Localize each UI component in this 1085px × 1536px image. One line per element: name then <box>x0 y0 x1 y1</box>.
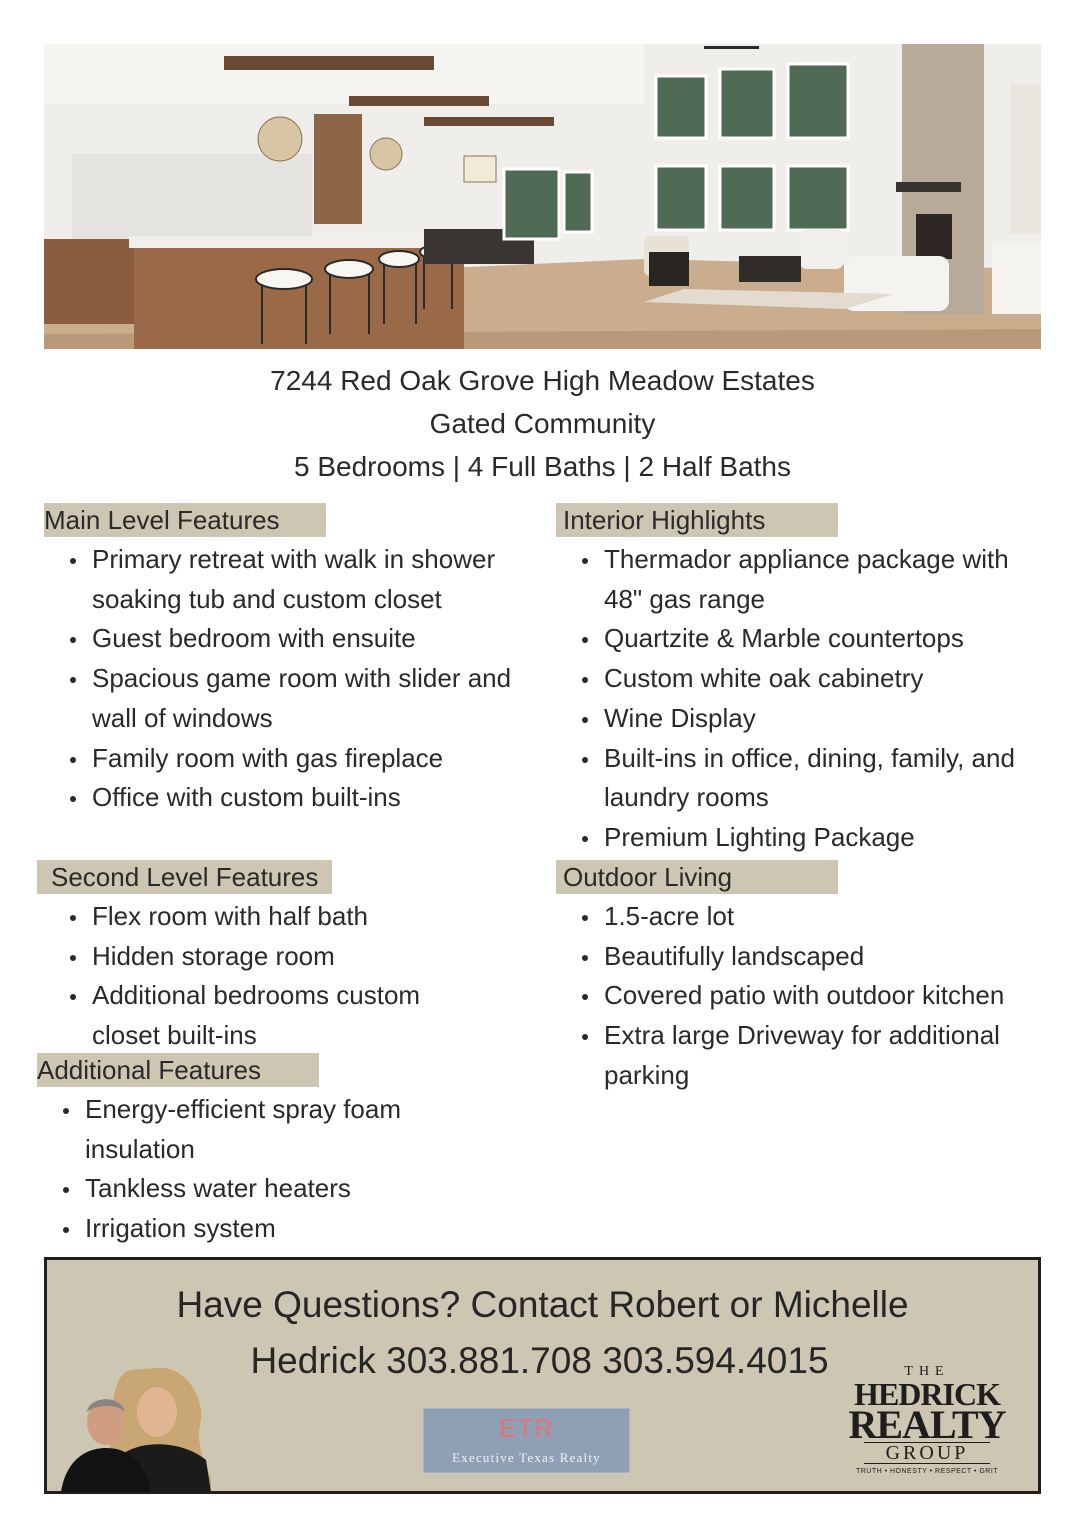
logo-realty: REALTY <box>848 1402 1006 1447</box>
list-item: Spacious game room with slider and wall of windows <box>44 659 514 738</box>
contact-box <box>44 1257 1041 1494</box>
logo-tagline: TRUTH • HONESTY • RESPECT • GRIT <box>855 1468 999 1475</box>
section-title-second-level: Second Level Features <box>37 860 332 894</box>
etr-logo <box>423 1408 630 1473</box>
section-title-interior: Interior Highlights <box>556 503 838 537</box>
list-item: Extra large Driveway for additional parking <box>556 1016 1046 1095</box>
logo-the: THE <box>904 1364 950 1379</box>
list-item: Office with custom built-ins <box>44 778 514 818</box>
agents-photo <box>61 1360 211 1492</box>
contact-line-1: Have Questions? Contact Robert or Michelle <box>176 1284 909 1325</box>
contact-line-2: Hedrick 303.881.708 303.594.4015 <box>250 1340 829 1381</box>
list-item: Beautifully landscaped <box>556 937 1046 977</box>
list-item: Premium Lighting Package <box>556 818 1046 858</box>
list-item: Wine Display <box>556 699 1046 739</box>
additional-features-list <box>37 1090 487 1249</box>
hero-photo <box>44 44 1041 349</box>
property-address: 7244 Red Oak Grove High Meadow Estates <box>270 365 815 396</box>
list-item: 1.5-acre lot <box>556 897 1046 937</box>
list-item: Energy-efficient spray foam insulation <box>37 1090 487 1169</box>
section-title-additional: Additional Features <box>37 1053 319 1087</box>
list-item: Family room with gas fireplace <box>44 739 514 779</box>
list-item: Custom white oak cabinetry <box>556 659 1046 699</box>
list-item: Primary retreat with walk in shower soaking tub and custom closet <box>44 540 514 619</box>
second-level-list <box>44 897 494 1056</box>
logo-hedrick: HEDRICK <box>854 1376 1000 1412</box>
etr-mark: ETR <box>499 1413 554 1443</box>
interior-highlights-list <box>556 540 1046 858</box>
etr-company-name: Executive Texas Realty <box>452 1450 601 1465</box>
logo-group: GROUP <box>864 1442 990 1464</box>
list-item: Quartzite & Marble countertops <box>556 619 1046 659</box>
hedrick-realty-logo <box>842 1364 1012 1484</box>
community-label: Gated Community <box>429 408 656 439</box>
list-item: Thermador appliance package with 48" gas range <box>556 540 1046 619</box>
outdoor-living-list <box>556 897 1046 1096</box>
list-item: Guest bedroom with ensuite <box>44 619 514 659</box>
list-item: Flex room with half bath <box>44 897 494 937</box>
list-item: Additional bedrooms custom closet built-ins <box>44 976 494 1055</box>
list-item: Irrigation system <box>37 1209 487 1249</box>
section-title-main-level: Main Level Features <box>44 503 326 537</box>
list-item: Built-ins in office, dining, family, and laundry rooms <box>556 739 1046 818</box>
list-item: Hidden storage room <box>44 937 494 977</box>
list-item: Covered patio with outdoor kitchen <box>556 976 1046 1016</box>
bed-bath-summary: 5 Bedrooms | 4 Full Baths | 2 Half Baths <box>294 451 791 482</box>
section-title-outdoor: Outdoor Living <box>556 860 838 894</box>
main-level-list <box>44 540 514 818</box>
list-item: Tankless water heaters <box>37 1169 487 1209</box>
